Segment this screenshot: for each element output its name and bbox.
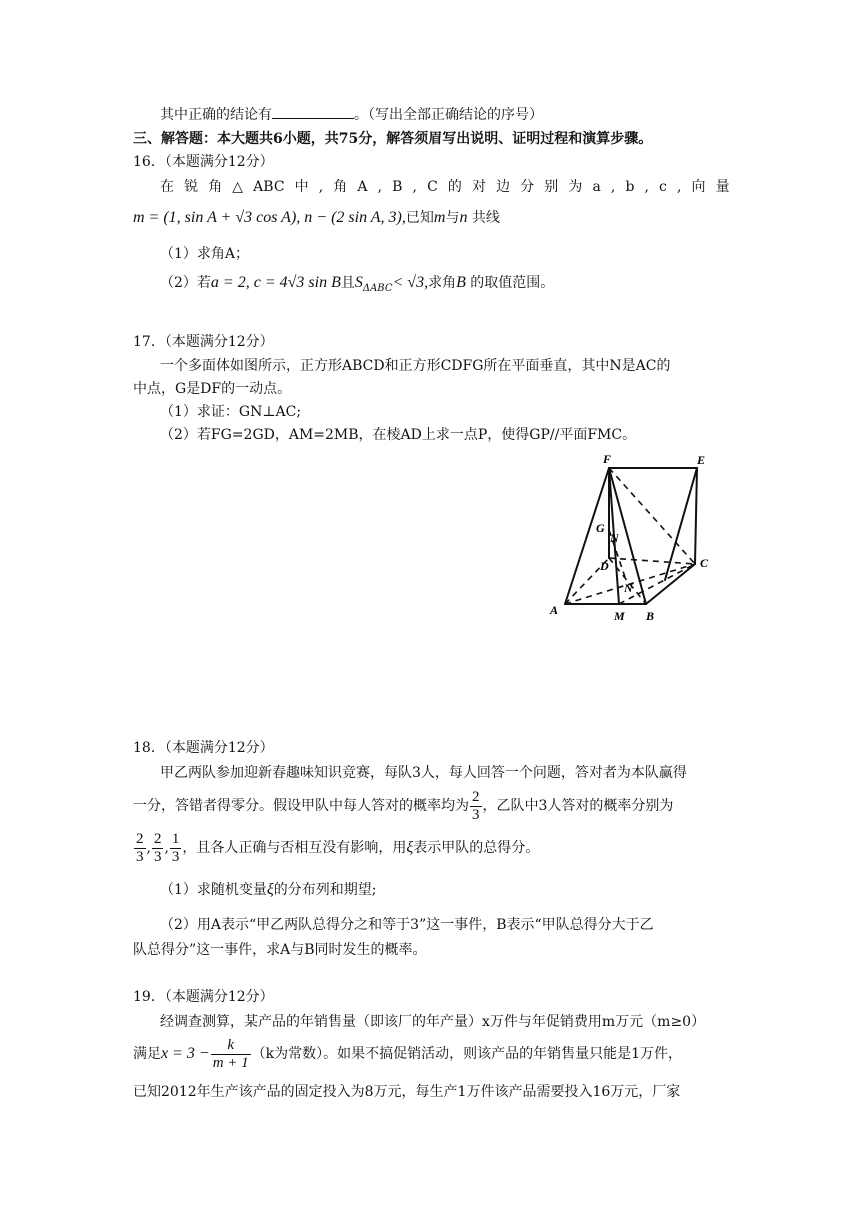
q16-stem-char: 别 xyxy=(544,179,559,195)
q16-part2 xyxy=(160,273,554,299)
vertex-label-M: M xyxy=(614,609,625,623)
q16-stem-char: , xyxy=(318,179,324,195)
q18-part2-line1: （2）用A表示“甲乙两队总得分之和等于3”这一事件，B表示“甲队总得分大于乙 xyxy=(160,917,654,933)
q16-cond-text-2: 与 xyxy=(445,210,460,226)
q18-part1 xyxy=(160,880,377,900)
vertex-label-D: D xyxy=(600,559,609,573)
q19-line3: 已知2012年生产该产品的固定投入为8万元，每生产1万件该产品需要投入16万元，厂家 xyxy=(133,1084,681,1100)
q17-line1: 一个多面体如图所示，正方形ABCD和正方形CDFG所在平面垂直，其中N是AC的 xyxy=(160,358,671,374)
q16-stem-char: 锐 xyxy=(184,179,199,195)
q16-stem-char: , xyxy=(610,179,616,195)
q16-part2-prefix: （2）若 xyxy=(160,275,211,291)
q16-part2-ask: 求角 xyxy=(428,275,457,291)
q19-line2-text: 满足 xyxy=(133,1046,161,1062)
vertex-label-E: E xyxy=(697,453,706,467)
q19-header: 19．（本题满分12分） xyxy=(133,989,274,1005)
q15-instruction: 。（写出全部正确结论的序号） xyxy=(354,107,543,123)
q16-formula-line xyxy=(133,208,500,228)
section-heading: 三、解答题：本大题共6小题，共75分，解答须眉写出说明、证明过程和演算步骤。 xyxy=(133,131,653,147)
q16-part1: （1）求角A； xyxy=(160,246,250,262)
q16-stem-char: 对 xyxy=(471,179,486,195)
vertex-label-N: N xyxy=(624,581,633,595)
q19-line1: 经调查测算，某产品的年销售量（即该厂的年产量）x万件与年促销费用m万元（m≥0） xyxy=(160,1014,706,1030)
q16-vector-m: m xyxy=(433,209,446,226)
q18-part2-line2: 队总得分”这一事件，求A与B同时发生的概率。 xyxy=(133,942,427,958)
q16-stem-char: , xyxy=(644,179,649,195)
q19-formula: x = 3 − xyxy=(161,1045,210,1062)
q18-line2-text: 一分，答错者得零分。假设甲队中每人答对的概率均为 xyxy=(133,798,469,814)
q18-line2 xyxy=(133,786,673,826)
q16-stem-char: 角 xyxy=(333,179,348,195)
q19-line2 xyxy=(133,1034,682,1074)
q18-line1: 甲乙两队参加迎新春趣味知识竞赛，每队3人，每人回答一个问题，答对者为本队赢得 xyxy=(160,765,687,781)
q16-stem-char: 分 xyxy=(520,179,535,195)
fraction-p2: $\frac{2}{3}$ xyxy=(153,830,162,865)
fraction-p3: $\frac{1}{3}$ xyxy=(171,830,180,865)
q17-header: 17．（本题满分12分） xyxy=(133,334,274,350)
q16-stem-char: A xyxy=(357,179,368,195)
fraction-k-over-m-plus-1: $\frac{k}{m + 1}$ xyxy=(212,1036,249,1071)
q18-line3: $\frac{2}{3}$ , $\frac{2}{3}$ , $\frac{1}{3}$ ，且各人正确与否相互没有影响，用 ξ 表示甲队的总得分。 xyxy=(136,830,540,865)
q16-stem-char: , xyxy=(377,179,383,195)
q16-stem-char: △ xyxy=(232,179,244,195)
q16-stem-char: 量 xyxy=(715,179,730,195)
q16-stem-char: c xyxy=(659,179,667,195)
vertex-label-B: B xyxy=(646,609,655,623)
q17-part1: （1）求证：GN⊥AC; xyxy=(160,404,302,420)
q16-stem-char: 中 xyxy=(294,179,309,195)
q16-cond-tail: 共线 xyxy=(471,210,500,226)
q16-header: 16．（本题满分12分） xyxy=(133,154,274,170)
q16-stem-char: 角 xyxy=(208,179,223,195)
q16-stem-char: 为 xyxy=(568,179,583,195)
q16-stem-char: 在 xyxy=(160,179,174,195)
q16-stem-char: a xyxy=(592,179,601,195)
q16-stem-char: , xyxy=(676,179,682,195)
q16-vectors-formula: m = (1, sin A + √3 cos A), n − (2 sin A, 3), xyxy=(133,209,406,226)
polyhedron-figure xyxy=(540,450,740,625)
q18-line3-text-2: 表示甲队的总得分。 xyxy=(413,840,540,856)
q18-part1-text: （1）求随机变量 xyxy=(160,882,267,898)
q18-line3-text: ，且各人正确与否相互没有影响，用 xyxy=(182,840,407,856)
q16-part2-suffix: 的取值范围。 xyxy=(470,275,555,291)
q16-stem-char: 向 xyxy=(691,179,706,195)
q16-stem-char: B xyxy=(392,179,403,195)
q16-area-subscript: ΔABC xyxy=(362,282,393,294)
q16-stem-char: 边 xyxy=(496,179,511,195)
q18-line2-text-2: ，乙队中3人答对的概率分别为 xyxy=(482,798,674,814)
q18-header: 18．（本题满分12分） xyxy=(133,740,274,756)
q17-part2: （2）若FG=2GD，AM=2MB，在棱AD上求一点P，使得GP//平面FMC。 xyxy=(160,427,637,443)
q16-stem-char: C xyxy=(427,179,438,195)
q16-vector-n: n xyxy=(459,209,468,226)
q16-cond-text: 已知 xyxy=(405,210,434,226)
q16-stem-char: 的 xyxy=(447,179,462,195)
q16-stem-char: ABC xyxy=(253,179,285,195)
q15-prompt: 其中正确的结论有 xyxy=(160,107,272,123)
q17-line2: 中点，G是DF的一动点。 xyxy=(133,381,292,397)
fraction-p1: $\frac{2}{3}$ xyxy=(136,830,144,865)
vertex-label-F: F xyxy=(603,452,612,466)
q18-part1-text-2: 的分布列和期望; xyxy=(273,882,377,898)
q16-stem-char: b xyxy=(625,179,635,195)
vertex-label-N-upper: N xyxy=(610,531,619,545)
answer-blank xyxy=(272,104,354,119)
q16-part2-formula: a = 2, c = 4√3 sin B xyxy=(210,274,341,291)
vertex-label-C: C xyxy=(700,556,709,570)
q16-part2-inequality: < √3, xyxy=(392,274,429,291)
xi-symbol: ξ xyxy=(266,881,274,898)
vertex-label-G: G xyxy=(596,521,605,535)
vertex-label-A: A xyxy=(550,603,559,617)
fraction-two-thirds: $\frac{2}{3}$ xyxy=(472,788,480,823)
q16-stem xyxy=(160,177,730,197)
q16-angle-B: B xyxy=(456,274,466,291)
q16-stem-char: , xyxy=(412,179,417,195)
q15-answer-line xyxy=(160,104,543,125)
q16-part2-and: 且 xyxy=(340,275,355,291)
q16-area-symbol: S xyxy=(354,274,363,291)
q19-line2-text-2: （k为常数）。如果不搞促销活动，则该产品的年销售量只能是1万件， xyxy=(251,1046,683,1062)
xi-symbol: ξ xyxy=(406,839,414,856)
